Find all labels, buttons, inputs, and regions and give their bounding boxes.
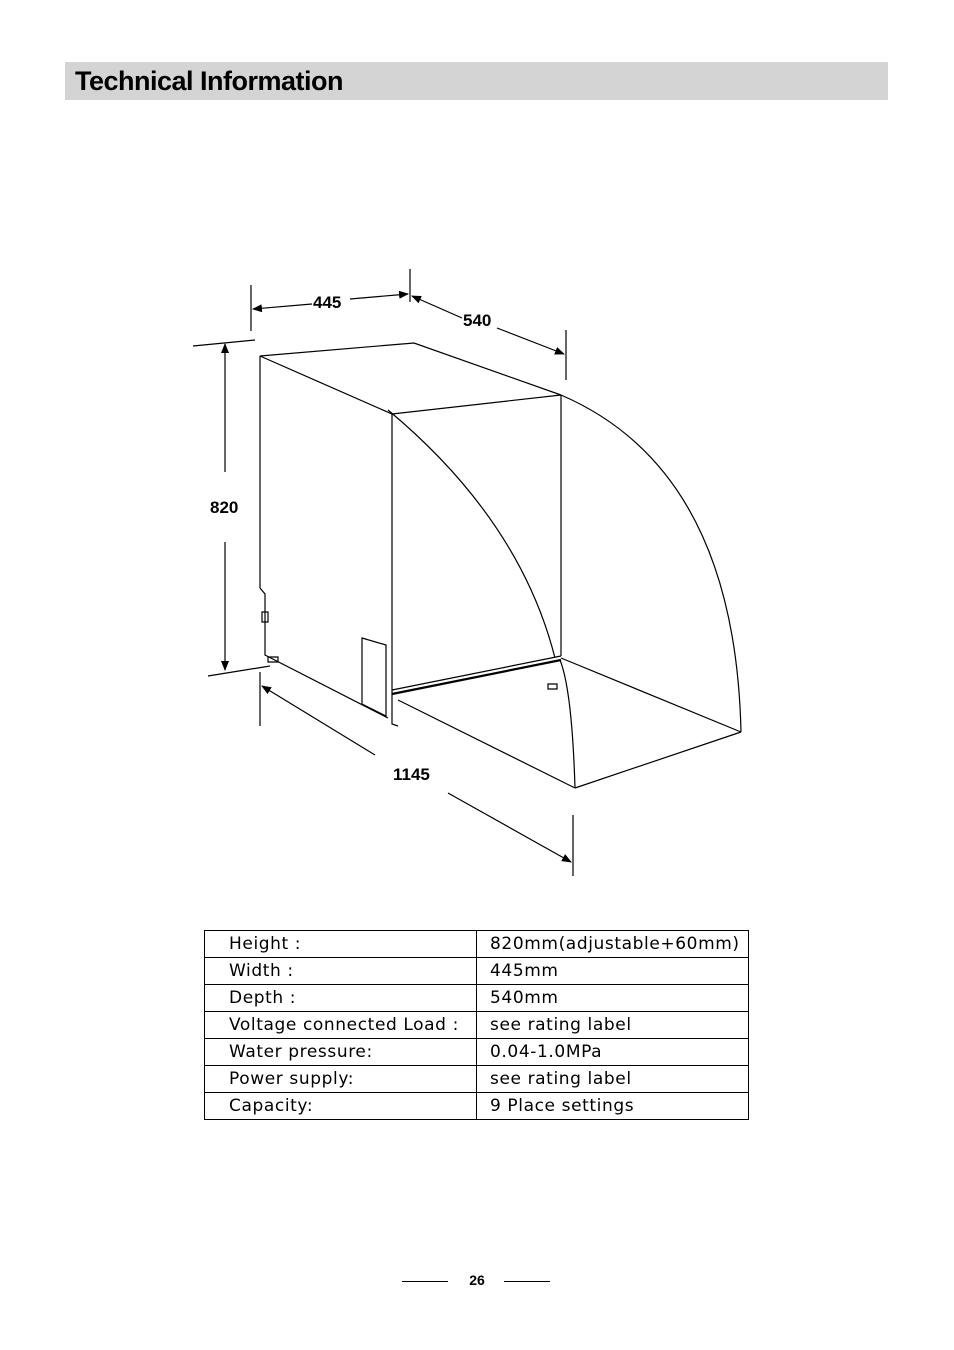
- kick-panel: [362, 638, 386, 716]
- dimension-height-label: 820: [210, 498, 239, 517]
- spec-value: 820mm(adjustable+60mm): [477, 931, 749, 958]
- spec-label: Capacity:: [205, 1093, 477, 1120]
- door-bottom-edge: [392, 690, 398, 726]
- spec-row: [205, 1093, 749, 1120]
- spec-row: [205, 1066, 749, 1093]
- spec-value: 9 Place settings: [477, 1093, 749, 1120]
- spec-label: Width :: [205, 958, 477, 985]
- door-swing-arc-inner: [388, 410, 555, 658]
- dimension-width-label: 445: [313, 293, 342, 312]
- specifications-table: [204, 930, 749, 1120]
- spec-label: Water pressure:: [205, 1039, 477, 1066]
- spec-row: [205, 958, 749, 985]
- spec-row: [205, 931, 749, 958]
- spec-value: see rating label: [477, 1066, 749, 1093]
- spec-label: Power supply:: [205, 1066, 477, 1093]
- section-title: Technical Information: [75, 66, 344, 96]
- spec-row: [205, 1039, 749, 1066]
- door-floor-front: [575, 732, 741, 788]
- door-front-arc: [560, 660, 575, 788]
- door-inner-edge: [392, 656, 561, 690]
- spec-value: 0.04-1.0MPa: [477, 1039, 749, 1066]
- page-number-rule-right: [504, 1281, 550, 1282]
- dimension-depth-label: 540: [463, 311, 492, 330]
- spec-value: 540mm: [477, 985, 749, 1012]
- body-top-face: [260, 343, 561, 414]
- body-bottom-left: [260, 588, 388, 718]
- spec-row: [205, 985, 749, 1012]
- door-bottom-strip: [392, 660, 561, 694]
- spec-label: Height :: [205, 931, 477, 958]
- door-floor-right: [561, 658, 741, 732]
- spec-value: see rating label: [477, 1012, 749, 1039]
- page-number: 26: [469, 1272, 485, 1288]
- spec-row: [205, 1012, 749, 1039]
- dimension-open-depth-label: 1145: [393, 765, 430, 784]
- spec-label: Depth :: [205, 985, 477, 1012]
- spec-value: 445mm: [477, 958, 749, 985]
- door-swing-arc-outer: [561, 395, 741, 732]
- spec-label: Voltage connected Load :: [205, 1012, 477, 1039]
- foot-right: [548, 684, 557, 689]
